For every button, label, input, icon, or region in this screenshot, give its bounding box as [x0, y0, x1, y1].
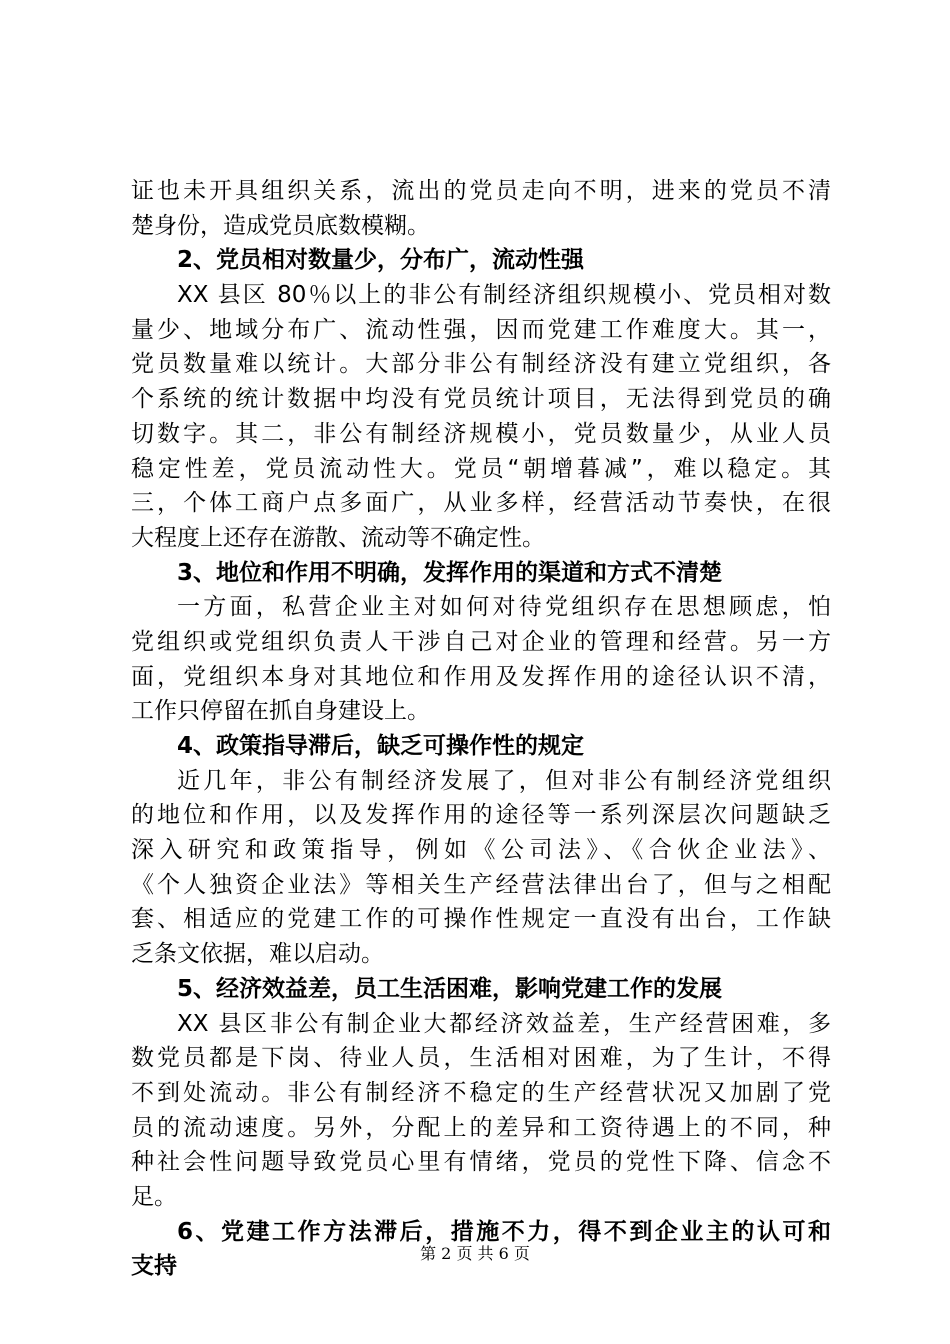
body-line: 不到处流动。非公有制经济不稳定的生产经营状况又加剧了党 — [131, 1079, 831, 1106]
body-line: XX 县区非公有制企业大都经济效益差，生产经营困难，多 — [177, 1010, 831, 1037]
body-line: 个系统的统计数据中均没有党员统计项目，无法得到党员的确 — [131, 386, 831, 413]
body-line: 种社会性问题导致党员心里有情绪，党员的党性下降、信念不 — [131, 1149, 831, 1176]
section-heading: 2、党员相对数量少，分布广，流动性强 — [177, 247, 585, 274]
body-line: 员的流动速度。另外，分配上的差异和工资待遇上的不同，种 — [131, 1114, 831, 1141]
body-line: 工作只停留在抓自身建设上。 — [131, 698, 430, 725]
body-line: 的地位和作用，以及发挥作用的途径等一系列深层次问题缺乏 — [131, 802, 831, 829]
section-heading: 3、地位和作用不明确，发挥作用的渠道和方式不清楚 — [177, 559, 723, 586]
body-line: 近几年，非公有制经济发展了，但对非公有制经济党组织 — [177, 767, 831, 794]
section-heading: 支持 — [131, 1253, 177, 1280]
body-line: 数党员都是下岗、待业人员，生活相对困难，为了生计，不得 — [131, 1045, 831, 1072]
body-line: 大程度上还存在游散、流动等不确定性。 — [131, 524, 545, 551]
body-line: 乏条文依据，难以启动。 — [131, 941, 384, 968]
body-line: 深入研究和政策指导，例如《公司法》、《合伙企业法》、 — [131, 837, 831, 864]
body-line: 面，党组织本身对其地位和作用及发挥作用的途径认识不清， — [131, 663, 831, 690]
body-line: 稳定性差，党员流动性大。党员“朝增暮减”，难以稳定。其 — [131, 455, 831, 482]
body-line: 《个人独资企业法》等相关生产经营法律出台了，但与之相配 — [131, 871, 831, 898]
body-line: 足。 — [131, 1183, 177, 1210]
body-line: 量少、地域分布广、流动性强，因而党建工作难度大。其一， — [131, 316, 831, 343]
body-line: 切数字。其二，非公有制经济规模小，党员数量少，从业人员 — [131, 420, 831, 447]
section-heading: 6、党建工作方法滞后，措施不力，得不到企业主的认可和 — [177, 1218, 831, 1245]
page-number-footer: 第 2 页 共 6 页 — [420, 1244, 530, 1263]
document-body — [131, 174, 831, 1284]
body-line: 楚身份，造成党员底数模糊。 — [131, 212, 430, 239]
section-heading: 4、政策指导滞后，缺乏可操作性的规定 — [177, 733, 585, 759]
section-heading: 5、经济效益差，员工生活困难，影响党建工作的发展 — [177, 975, 723, 1002]
body-line: 证也未开具组织关系，流出的党员走向不明，进来的党员不清 — [131, 178, 831, 204]
body-line: 一方面，私营企业主对如何对待党组织存在思想顾虑，怕 — [177, 594, 831, 621]
body-line: 三，个体工商户点多面广，从业多样，经营活动节奏快，在很 — [131, 490, 831, 517]
body-line: 党员数量难以统计。大部分非公有制经济没有建立党组织，各 — [131, 351, 831, 378]
body-line: 套、相适应的党建工作的可操作性规定一直没有出台，工作缺 — [131, 906, 831, 933]
body-line: 党组织或党组织负责人干涉自己对企业的管理和经营。另一方 — [131, 628, 831, 655]
body-line: XX 县区 80％以上的非公有制经济组织规模小、党员相对数 — [177, 282, 831, 309]
